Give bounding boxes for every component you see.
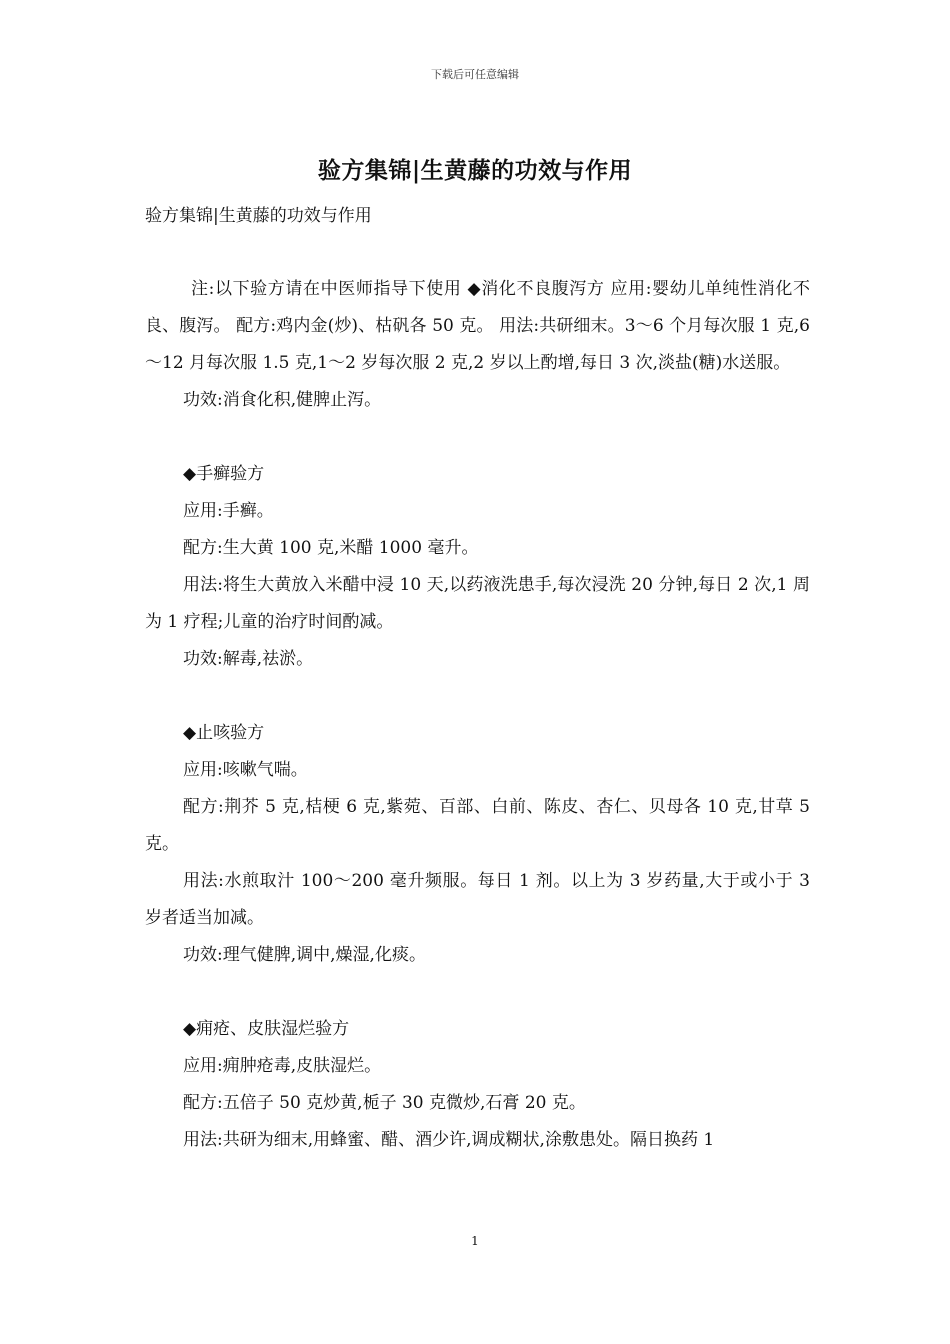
tinea-method: 用法:将生大黄放入米醋中浸 10 天,以药液洗患手,每次浸洗 20 分钟,每日 2 次,1 周为 1 疗程;儿童的治疗时间酌减。: [145, 575, 810, 632]
page-number: 1: [471, 1234, 479, 1248]
sores-heading: ◆痈疮、皮肤湿烂验方: [183, 1019, 350, 1039]
cough-heading: ◆止咳验方: [183, 723, 265, 743]
cough-use: 应用:咳嗽气喘。: [183, 760, 308, 780]
cough-method: 用法:水煎取汁 100～200 毫升频服。每日 1 剂。以上为 3 岁药量,大于或小于 3 岁者适当加减。: [145, 871, 810, 928]
intro-paragraph: 注:以下验方请在中医师指导下使用 ◆消化不良腹泻方 应用:婴幼儿单纯性消化不良、腹泻。 配方:鸡内金(炒)、枯矾各 50 克。 用法:共研细末。3～6 个月每次服 1 克,6～12 月每次服 1.5 克,1～2 岁每次服 2 克,2 岁以上酌增,每日 3 次,淡盐(糖)水送服。: [145, 279, 810, 373]
tinea-formula: 配方:生大黄 100 克,米醋 1000 毫升。: [183, 538, 479, 558]
page-header: 下载后可任意编辑: [431, 68, 519, 81]
tinea-use: 应用:手癣。: [183, 501, 274, 521]
document-subtitle: 验方集锦|生黄藤的功效与作用: [145, 206, 372, 226]
cough-formula: 配方:荆芥 5 克,桔梗 6 克,紫菀、百部、白前、陈皮、杏仁、贝母各 10 克,甘草 5 克。: [145, 797, 810, 854]
document-title: 验方集锦|生黄藤的功效与作用: [317, 157, 633, 184]
spacer: [145, 678, 810, 715]
intro-effect: 功效:消食化积,健脾止泻。: [183, 390, 382, 410]
spacer: [145, 974, 810, 1011]
spacer: [145, 419, 810, 456]
sores-method: 用法:共研为细末,用蜂蜜、醋、酒少许,调成糊状,涂敷患处。隔日换药 1: [183, 1130, 715, 1150]
sores-use: 应用:痈肿疮毒,皮肤湿烂。: [183, 1056, 382, 1076]
document-body: [145, 271, 810, 1159]
sores-formula: 配方:五倍子 50 克炒黄,栀子 30 克微炒,石膏 20 克。: [183, 1093, 586, 1113]
tinea-effect: 功效:解毒,祛淤。: [183, 649, 314, 669]
tinea-heading: ◆手癣验方: [183, 464, 265, 484]
cough-effect: 功效:理气健脾,调中,燥湿,化痰。: [183, 945, 426, 965]
